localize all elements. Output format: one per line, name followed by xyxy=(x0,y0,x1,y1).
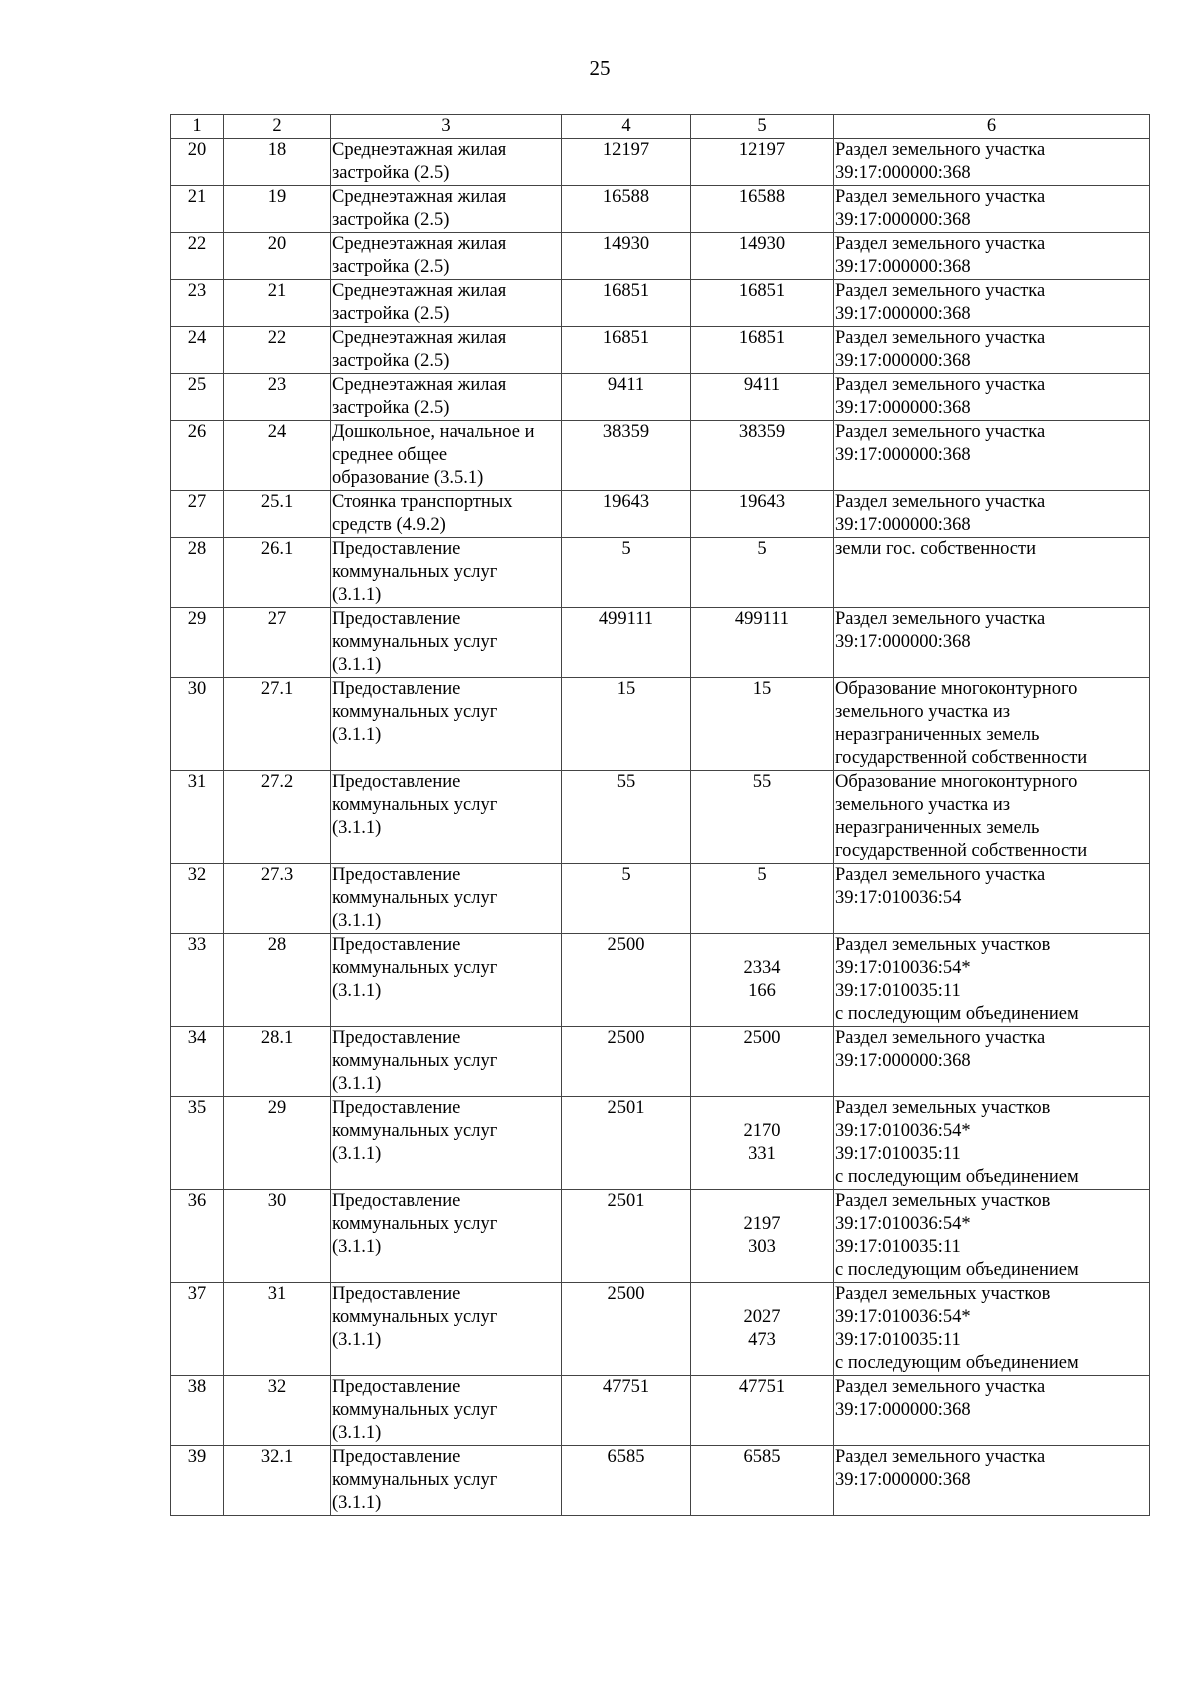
note-cell xyxy=(834,491,1150,538)
plot-number-cell: 32 xyxy=(224,1376,331,1446)
cell-line: 16588 xyxy=(738,187,786,207)
note-cell xyxy=(834,421,1150,491)
cell-line: коммунальных услуг xyxy=(332,1214,498,1234)
cell-line: 2334 xyxy=(743,958,781,978)
cell-line: 39:17:010036:54* xyxy=(835,958,971,978)
row-index-cell: 37 xyxy=(171,1283,224,1376)
land-use-cell xyxy=(331,491,562,538)
cell-line: 16851 xyxy=(738,281,786,301)
cell-line: 38359 xyxy=(738,422,786,442)
area-after-cell xyxy=(691,608,834,678)
note-cell xyxy=(834,1027,1150,1097)
area-after-cell xyxy=(691,421,834,491)
cell-line: с последующим объединением xyxy=(835,1260,1079,1280)
plot-number-cell: 32.1 xyxy=(224,1446,331,1516)
row-index-cell: 36 xyxy=(171,1190,224,1283)
land-use-cell xyxy=(331,327,562,374)
cell-line: 39:17:000000:368 xyxy=(835,210,971,230)
cell-line: 39:17:000000:368 xyxy=(835,351,971,371)
cell-line: Предоставление xyxy=(332,865,461,885)
cell-line: Раздел земельных участков xyxy=(835,1191,1051,1211)
cell-line: 55 xyxy=(752,772,772,792)
column-header: 2 xyxy=(224,115,331,139)
plot-number-cell: 27.3 xyxy=(224,864,331,934)
table-row xyxy=(171,1190,1150,1283)
cell-line: 2170 xyxy=(743,1121,781,1141)
cell-line: Среднеэтажная жилая xyxy=(332,328,507,348)
cell-line: Среднеэтажная жилая xyxy=(332,187,507,207)
cell-line: 39:17:010035:11 xyxy=(835,981,961,1001)
area-cell: 9411 xyxy=(562,374,691,421)
cell-line: (3.1.1) xyxy=(332,981,382,1001)
cell-line: государственной собственности xyxy=(835,748,1088,768)
cell-line: средств (4.9.2) xyxy=(332,515,446,535)
plot-number-cell: 27.1 xyxy=(224,678,331,771)
column-header: 5 xyxy=(691,115,834,139)
cell-line: (3.1.1) xyxy=(332,1493,382,1513)
area-cell: 12197 xyxy=(562,139,691,186)
cell-line: Предоставление xyxy=(332,1284,461,1304)
cell-line: (3.1.1) xyxy=(332,655,382,675)
column-header: 1 xyxy=(171,115,224,139)
cell-line: Образование многоконтурного xyxy=(835,772,1078,792)
plot-number-cell: 31 xyxy=(224,1283,331,1376)
land-use-cell xyxy=(331,1097,562,1190)
cell-line: 15 xyxy=(752,679,772,699)
land-plots-table xyxy=(170,114,1150,1516)
plot-number-cell: 18 xyxy=(224,139,331,186)
land-use-cell xyxy=(331,864,562,934)
cell-line: 331 xyxy=(748,1144,776,1164)
cell-line: 39:17:010036:54* xyxy=(835,1307,971,1327)
cell-line: с последующим объединением xyxy=(835,1167,1079,1187)
area-cell: 2500 xyxy=(562,1283,691,1376)
cell-line: 19643 xyxy=(738,492,786,512)
area-after-cell xyxy=(691,233,834,280)
area-after-cell xyxy=(691,139,834,186)
land-use-cell xyxy=(331,1376,562,1446)
land-use-cell xyxy=(331,280,562,327)
land-use-cell xyxy=(331,1283,562,1376)
area-after-cell xyxy=(691,678,834,771)
cell-line: Раздел земельного участка xyxy=(835,375,1046,395)
plot-number-cell: 28 xyxy=(224,934,331,1027)
land-use-cell xyxy=(331,1190,562,1283)
cell-line: застройка (2.5) xyxy=(332,210,450,230)
table-row xyxy=(171,864,1150,934)
table-header-row xyxy=(171,115,1150,139)
cell-line: коммунальных услуг xyxy=(332,1307,498,1327)
cell-line: земельного участка из xyxy=(835,795,1011,815)
cell-line: Среднеэтажная жилая xyxy=(332,281,507,301)
cell-line: застройка (2.5) xyxy=(332,257,450,277)
note-cell xyxy=(834,374,1150,421)
cell-line: Раздел земельного участка xyxy=(835,140,1046,160)
cell-line: 499111 xyxy=(734,609,790,629)
cell-line: Раздел земельного участка xyxy=(835,328,1046,348)
cell-line: 39:17:000000:368 xyxy=(835,1470,971,1490)
cell-line: 39:17:000000:368 xyxy=(835,304,971,324)
plot-number-cell: 29 xyxy=(224,1097,331,1190)
cell-line: земельного участка из xyxy=(835,702,1011,722)
area-after-cell xyxy=(691,491,834,538)
table-row xyxy=(171,491,1150,538)
plot-number-cell: 24 xyxy=(224,421,331,491)
cell-line: коммунальных услуг xyxy=(332,1400,498,1420)
note-cell xyxy=(834,233,1150,280)
area-after-cell xyxy=(691,1190,834,1283)
land-use-cell xyxy=(331,374,562,421)
table-row xyxy=(171,771,1150,864)
area-after-cell xyxy=(691,280,834,327)
land-use-cell xyxy=(331,1027,562,1097)
cell-line: застройка (2.5) xyxy=(332,304,450,324)
area-cell: 38359 xyxy=(562,421,691,491)
cell-line: 39:17:010035:11 xyxy=(835,1144,961,1164)
cell-line: (3.1.1) xyxy=(332,1423,382,1443)
cell-line: коммунальных услуг xyxy=(332,795,498,815)
cell-line: 39:17:000000:368 xyxy=(835,445,971,465)
area-after-cell xyxy=(691,538,834,608)
table-row xyxy=(171,678,1150,771)
note-cell xyxy=(834,608,1150,678)
note-cell xyxy=(834,1446,1150,1516)
cell-line: 39:17:010036:54 xyxy=(835,888,962,908)
table-row xyxy=(171,1446,1150,1516)
cell-line: застройка (2.5) xyxy=(332,398,450,418)
cell-line: 39:17:000000:368 xyxy=(835,632,971,652)
plot-number-cell: 25.1 xyxy=(224,491,331,538)
plot-number-cell: 23 xyxy=(224,374,331,421)
cell-line: 39:17:010035:11 xyxy=(835,1237,961,1257)
note-cell xyxy=(834,538,1150,608)
cell-line: коммунальных услуг xyxy=(332,1470,498,1490)
cell-line: (3.1.1) xyxy=(332,1237,382,1257)
cell-line: 39:17:000000:368 xyxy=(835,398,971,418)
cell-line: с последующим объединением xyxy=(835,1004,1079,1024)
cell-line: Предоставление xyxy=(332,1098,461,1118)
cell-line: 39:17:010036:54* xyxy=(835,1214,971,1234)
cell-line: Раздел земельного участка xyxy=(835,234,1046,254)
cell-line: 39:17:010035:11 xyxy=(835,1330,961,1350)
cell-line: неразграниченных земель xyxy=(835,818,1040,838)
table-row xyxy=(171,233,1150,280)
cell-line: Образование многоконтурного xyxy=(835,679,1078,699)
cell-line: 47751 xyxy=(738,1377,786,1397)
cell-line: Среднеэтажная жилая xyxy=(332,234,507,254)
row-index-cell: 20 xyxy=(171,139,224,186)
cell-line: Раздел земельного участка xyxy=(835,609,1046,629)
plot-number-cell: 19 xyxy=(224,186,331,233)
row-index-cell: 28 xyxy=(171,538,224,608)
cell-line: Раздел земельных участков xyxy=(835,935,1051,955)
cell-line: образование (3.5.1) xyxy=(332,468,484,488)
land-use-cell xyxy=(331,139,562,186)
note-cell xyxy=(834,139,1150,186)
cell-line: Стоянка транспортных xyxy=(332,492,513,512)
cell-line: Предоставление xyxy=(332,679,461,699)
cell-line: 5 xyxy=(757,539,767,559)
table-row xyxy=(171,374,1150,421)
cell-line: 5 xyxy=(757,865,767,885)
area-cell: 5 xyxy=(562,864,691,934)
note-cell xyxy=(834,280,1150,327)
cell-line: Раздел земельного участка xyxy=(835,865,1046,885)
cell-line: 39:17:010036:54* xyxy=(835,1121,971,1141)
cell-line: (3.1.1) xyxy=(332,1144,382,1164)
row-index-cell: 39 xyxy=(171,1446,224,1516)
row-index-cell: 35 xyxy=(171,1097,224,1190)
plot-number-cell: 22 xyxy=(224,327,331,374)
table-row xyxy=(171,327,1150,374)
cell-line: Раздел земельных участков xyxy=(835,1098,1051,1118)
row-index-cell: 34 xyxy=(171,1027,224,1097)
row-index-cell: 29 xyxy=(171,608,224,678)
plot-number-cell: 21 xyxy=(224,280,331,327)
cell-line: коммунальных услуг xyxy=(332,632,498,652)
row-index-cell: 32 xyxy=(171,864,224,934)
table-row xyxy=(171,538,1150,608)
cell-line: 9411 xyxy=(743,375,781,395)
table-row xyxy=(171,1283,1150,1376)
row-index-cell: 27 xyxy=(171,491,224,538)
cell-line: 16851 xyxy=(738,328,786,348)
cell-line: Раздел земельного участка xyxy=(835,187,1046,207)
area-cell: 15 xyxy=(562,678,691,771)
area-after-cell xyxy=(691,1027,834,1097)
row-index-cell: 21 xyxy=(171,186,224,233)
cell-line: (3.1.1) xyxy=(332,818,382,838)
cell-line: Среднеэтажная жилая xyxy=(332,140,507,160)
area-after-cell xyxy=(691,1283,834,1376)
cell-line: 2500 xyxy=(743,1028,781,1048)
note-cell xyxy=(834,1097,1150,1190)
column-header: 4 xyxy=(562,115,691,139)
cell-line: 14930 xyxy=(738,234,786,254)
cell-line: коммунальных услуг xyxy=(332,702,498,722)
note-cell xyxy=(834,327,1150,374)
cell-line: Предоставление xyxy=(332,1447,461,1467)
cell-line: Предоставление xyxy=(332,772,461,792)
cell-line: земли гос. собственности xyxy=(835,539,1036,559)
row-index-cell: 31 xyxy=(171,771,224,864)
land-use-cell xyxy=(331,421,562,491)
area-after-cell xyxy=(691,327,834,374)
cell-line: 166 xyxy=(748,981,776,1001)
cell-line: Раздел земельного участка xyxy=(835,1028,1046,1048)
cell-line: (3.1.1) xyxy=(332,1074,382,1094)
table-row xyxy=(171,934,1150,1027)
cell-line: (3.1.1) xyxy=(332,725,382,745)
area-cell: 19643 xyxy=(562,491,691,538)
land-use-cell xyxy=(331,678,562,771)
note-cell xyxy=(834,678,1150,771)
area-cell: 47751 xyxy=(562,1376,691,1446)
cell-line: Раздел земельного участка xyxy=(835,492,1046,512)
cell-line: 473 xyxy=(748,1330,776,1350)
cell-line: 39:17:000000:368 xyxy=(835,257,971,277)
cell-line: коммунальных услуг xyxy=(332,958,498,978)
land-use-cell xyxy=(331,934,562,1027)
cell-line: застройка (2.5) xyxy=(332,163,450,183)
area-cell: 2501 xyxy=(562,1190,691,1283)
table-row xyxy=(171,1027,1150,1097)
cell-line: государственной собственности xyxy=(835,841,1088,861)
cell-line: Предоставление xyxy=(332,609,461,629)
row-index-cell: 33 xyxy=(171,934,224,1027)
cell-line: с последующим объединением xyxy=(835,1353,1079,1373)
area-cell: 14930 xyxy=(562,233,691,280)
land-use-cell xyxy=(331,186,562,233)
plot-number-cell: 28.1 xyxy=(224,1027,331,1097)
note-cell xyxy=(834,771,1150,864)
row-index-cell: 24 xyxy=(171,327,224,374)
plot-number-cell: 27.2 xyxy=(224,771,331,864)
area-cell: 2500 xyxy=(562,934,691,1027)
cell-line: 39:17:000000:368 xyxy=(835,515,971,535)
table-row xyxy=(171,280,1150,327)
cell-line: Раздел земельных участков xyxy=(835,1284,1051,1304)
cell-line: коммунальных услуг xyxy=(332,888,498,908)
cell-line: Предоставление xyxy=(332,1028,461,1048)
area-cell: 2500 xyxy=(562,1027,691,1097)
cell-line: 303 xyxy=(748,1237,776,1257)
page-number: 25 xyxy=(589,56,611,80)
cell-line: коммунальных услуг xyxy=(332,1121,498,1141)
cell-line: 2197 xyxy=(743,1214,781,1234)
plot-number-cell: 26.1 xyxy=(224,538,331,608)
cell-line: 39:17:000000:368 xyxy=(835,163,971,183)
cell-line: среднее общее xyxy=(332,445,448,465)
cell-line: неразграниченных земель xyxy=(835,725,1040,745)
row-index-cell: 25 xyxy=(171,374,224,421)
cell-line: 39:17:000000:368 xyxy=(835,1051,971,1071)
note-cell xyxy=(834,1283,1150,1376)
table-row xyxy=(171,186,1150,233)
cell-line: (3.1.1) xyxy=(332,911,382,931)
area-after-cell xyxy=(691,1376,834,1446)
area-cell: 499111 xyxy=(562,608,691,678)
cell-line: Раздел земельного участка xyxy=(835,422,1046,442)
row-index-cell: 38 xyxy=(171,1376,224,1446)
row-index-cell: 22 xyxy=(171,233,224,280)
land-use-cell xyxy=(331,771,562,864)
cell-line: Предоставление xyxy=(332,1377,461,1397)
table-row xyxy=(171,608,1150,678)
land-use-cell xyxy=(331,233,562,280)
land-use-cell xyxy=(331,538,562,608)
row-index-cell: 26 xyxy=(171,421,224,491)
area-after-cell xyxy=(691,934,834,1027)
note-cell xyxy=(834,934,1150,1027)
plot-number-cell: 30 xyxy=(224,1190,331,1283)
area-cell: 55 xyxy=(562,771,691,864)
area-cell: 16588 xyxy=(562,186,691,233)
land-use-cell xyxy=(331,608,562,678)
row-index-cell: 23 xyxy=(171,280,224,327)
cell-line: Предоставление xyxy=(332,935,461,955)
cell-line: 39:17:000000:368 xyxy=(835,1400,971,1420)
cell-line: Раздел земельного участка xyxy=(835,1377,1046,1397)
cell-line: Среднеэтажная жилая xyxy=(332,375,507,395)
area-after-cell xyxy=(691,771,834,864)
cell-line: Раздел земельного участка xyxy=(835,281,1046,301)
cell-line: коммунальных услуг xyxy=(332,1051,498,1071)
area-after-cell xyxy=(691,864,834,934)
plot-number-cell: 27 xyxy=(224,608,331,678)
table-row xyxy=(171,1097,1150,1190)
note-cell xyxy=(834,1190,1150,1283)
area-cell: 16851 xyxy=(562,327,691,374)
note-cell xyxy=(834,1376,1150,1446)
area-cell: 2501 xyxy=(562,1097,691,1190)
note-cell xyxy=(834,186,1150,233)
area-after-cell xyxy=(691,186,834,233)
cell-line: 2027 xyxy=(743,1307,781,1327)
table-row xyxy=(171,139,1150,186)
note-cell xyxy=(834,864,1150,934)
cell-line: (3.1.1) xyxy=(332,585,382,605)
cell-line: Предоставление xyxy=(332,1191,461,1211)
cell-line: Дошкольное, начальное и xyxy=(332,422,535,442)
row-index-cell: 30 xyxy=(171,678,224,771)
cell-line: застройка (2.5) xyxy=(332,351,450,371)
area-after-cell xyxy=(691,374,834,421)
cell-line: Предоставление xyxy=(332,539,461,559)
land-use-cell xyxy=(331,1446,562,1516)
area-after-cell xyxy=(691,1097,834,1190)
area-cell: 6585 xyxy=(562,1446,691,1516)
column-header: 6 xyxy=(834,115,1150,139)
area-cell: 16851 xyxy=(562,280,691,327)
cell-line: коммунальных услуг xyxy=(332,562,498,582)
plot-number-cell: 20 xyxy=(224,233,331,280)
area-cell: 5 xyxy=(562,538,691,608)
area-after-cell xyxy=(691,1446,834,1516)
cell-line: 6585 xyxy=(743,1447,781,1467)
cell-line: 12197 xyxy=(738,140,786,160)
cell-line: (3.1.1) xyxy=(332,1330,382,1350)
table-row xyxy=(171,1376,1150,1446)
cell-line: Раздел земельного участка xyxy=(835,1447,1046,1467)
column-header: 3 xyxy=(331,115,562,139)
table-row xyxy=(171,421,1150,491)
